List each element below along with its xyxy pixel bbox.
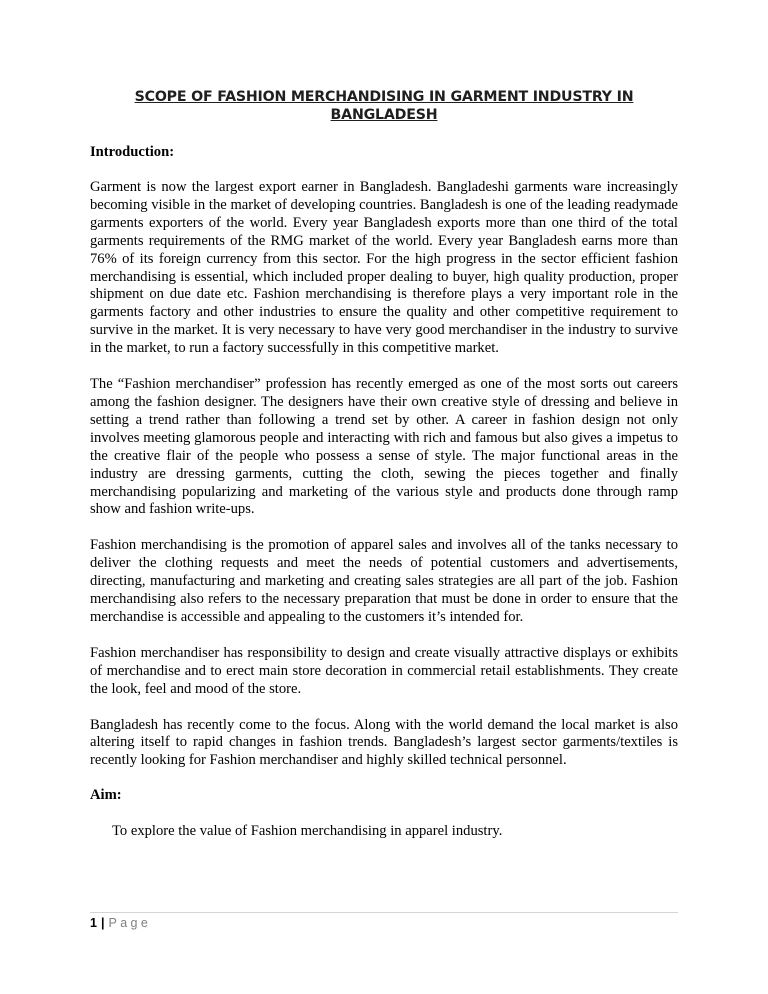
document-title (90, 88, 678, 124)
aim-heading: Aim: (90, 787, 122, 804)
title-line-1: SCOPE OF FASHION MERCHANDISING IN GARMENT INDUSTRY IN (134, 89, 634, 105)
aim-text: To explore the value of Fashion merchandising in apparel industry. (112, 823, 503, 840)
paragraph-4: Fashion merchandiser has responsibility to design and create visually attractive displays or exhibits of merchandise and to erect main store decoration in commercial retail establishments. They create the look, feel and mood of the store. (90, 644, 678, 697)
page-label: Page (108, 916, 152, 930)
footer-divider (90, 912, 678, 913)
introduction-heading: Introduction: (90, 144, 175, 160)
paragraph-1: Garment is now the largest export earner in Bangladesh. Bangladeshi garments ware increasingly becoming visible in the market of developing countries. Bangladesh is one of the leading readymade garments exporters of the world. Every year Bangladesh exports more than one third of the total garments requirements of the RMG market of the world. Every year Bangladesh earns more than 76% of its foreign currency from this sector. For the high progress in the sector efficient fashion merchandising is essential, which included proper dealing to buyer, high quality production, proper shipment on due date etc. Fashion merchandising is therefore plays a very important role in the garments factory and other industries to ensure the quality and other competitive requirement to survive in the market. It is very necessary to have very good merchandiser in the industry to survive in the market, to run a factory successfully in this competitive market. (90, 179, 678, 357)
page-number: 1 (90, 916, 97, 930)
title-line-2: BANGLADESH (330, 107, 438, 123)
paragraph-2: The “Fashion merchandiser” profession has recently emerged as one of the most sorts out careers among the fashion designer. The designers have their own creative style of dressing and believe in setting a trend rather than following a trend set by other. A career in fashion design not only involves meeting glamorous people and interacting with rich and famous but also gives a impetus to the creative flair of the people who possess a sense of style. The major functional areas in the industry are dressing garments, cutting the cloth, sewing the pieces together and finally merchandising popularizing and marketing of the various style and products done through ramp show and fashion write-ups. (90, 376, 678, 518)
paragraph-5: Bangladesh has recently come to the focus. Along with the world demand the local market is also altering itself to rapid changes in fashion trends. Bangladesh’s largest sector garments/textiles is recently looking for Fashion merchandiser and highly skilled technical personnel. (90, 716, 678, 769)
document-body (90, 143, 678, 840)
page-footer (90, 915, 151, 931)
footer-separator: | (100, 916, 105, 930)
paragraph-3: Fashion merchandising is the promotion of apparel sales and involves all of the tanks necessary to deliver the clothing requests and meet the needs of potential customers and advertisements, directing, manufacturing and marketing and creating sales strategies are all part of the job. Fashion merchandising also refers to the necessary preparation that must be done in order to ensure that the merchandise is accessible and appealing to the customers it’s intended for. (90, 537, 678, 625)
